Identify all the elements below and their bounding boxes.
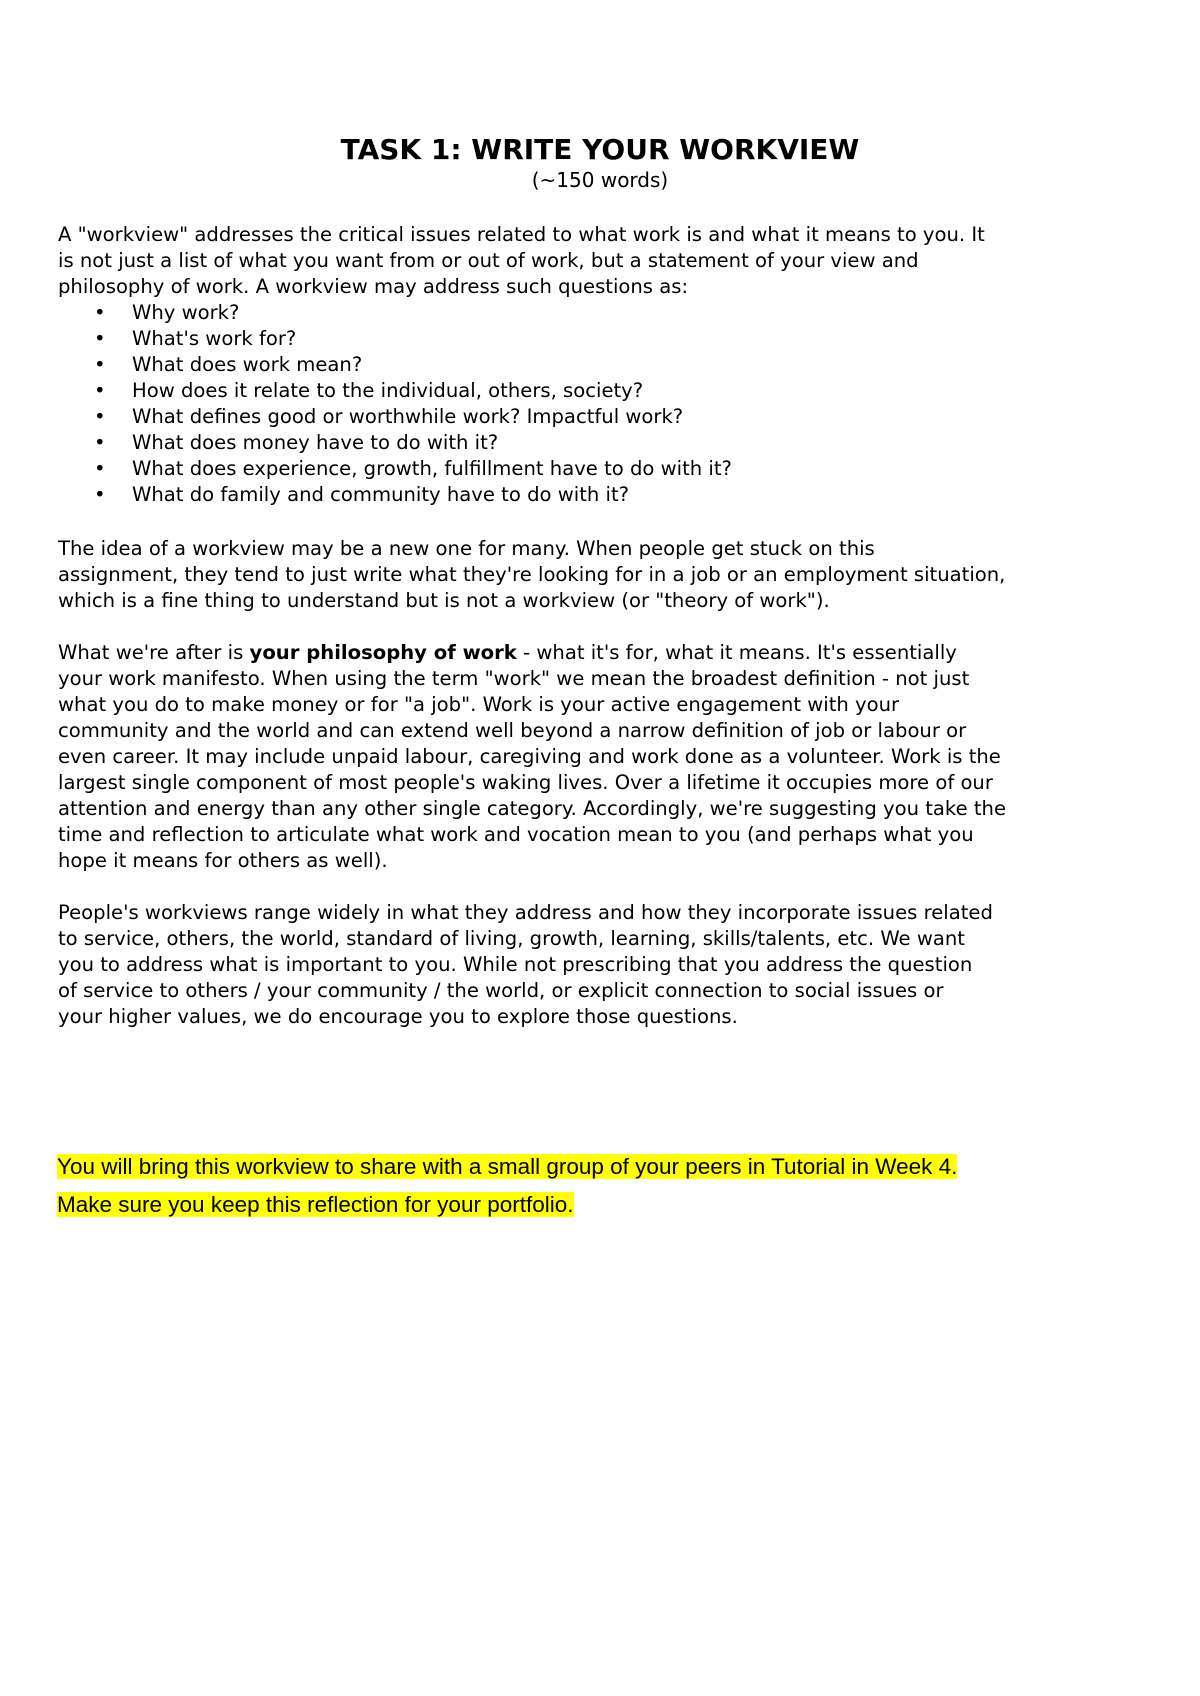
paragraph-line: community and the world and can extend well beyond a narrow definition of job or labour or [58,719,967,742]
bullet-icon: • [94,431,106,454]
paragraph-line: even career. It may include unpaid labour, caregiving and work done as a volunteer. Work is the [58,745,1001,768]
bullet-icon: • [94,483,106,506]
highlighted-text: Make sure you keep this reflection for your portfolio. [57,1192,574,1217]
intro-line: is not just a list of what you want from or out of work, but a statement of your view and [58,249,919,272]
paragraph-line: The idea of a workview may be a new one for many. When people get stuck on this [58,537,875,560]
intro-paragraph [58,222,1158,300]
intro-line: A "workview" addresses the critical issues related to what work is and what it means to you. It [58,223,985,246]
bullet-icon: • [94,353,106,376]
paragraph-line: what you do to make money or for "a job". Work is your active engagement with your [58,693,900,716]
list-item [58,326,1158,352]
page-title: TASK 1: WRITE YOUR WORKVIEW [340,133,860,166]
list-item-text: Why work? [132,301,240,324]
bullet-icon: • [94,379,106,402]
list-item-text: What defines good or worthwhile work? Impactful work? [132,405,684,428]
paragraph-line: largest single component of most people's waking lives. Over a lifetime it occupies more of our [58,771,993,794]
list-item-text: What's work for? [132,327,297,350]
bullet-icon: • [94,457,106,480]
intro-line: philosophy of work. A workview may address such questions as: [58,275,689,298]
list-item [58,430,1158,456]
paragraph-text: What we're after is [58,641,250,664]
bullet-icon: • [94,405,106,428]
question-list [58,300,1158,508]
list-item [58,378,1158,404]
highlight-line [57,1186,957,1224]
list-item-text: How does it relate to the individual, others, society? [132,379,644,402]
highlighted-text: You will bring this workview to share with a small group of your peers in Tutorial in Week 4. [57,1154,958,1179]
list-item [58,456,1158,482]
paragraph-line: time and reflection to articulate what work and vocation mean to you (and perhaps what you [58,823,974,846]
paragraph-line: your work manifesto. When using the term "work" we mean the broadest definition - not just [58,667,970,690]
philosophy-paragraph [58,640,1158,874]
highlighted-instructions [57,1148,957,1224]
workview-explanation-paragraph [58,536,1158,614]
paragraph-line: of service to others / your community / the world, or explicit connection to social issues or [58,979,944,1002]
list-item [58,300,1158,326]
workview-range-paragraph [58,900,1158,1030]
paragraph-line: you to address what is important to you. While not prescribing that you address the question [58,953,973,976]
list-item [58,482,1158,508]
list-item-text: What do family and community have to do with it? [132,483,630,506]
paragraph-line: your higher values, we do encourage you to explore those questions. [58,1005,738,1028]
list-item-text: What does money have to do with it? [132,431,499,454]
paragraph-line [58,640,1158,666]
list-item-text: What does experience, growth, fulfillment have to do with it? [132,457,732,480]
paragraph-line: attention and energy than any other single category. Accordingly, we're suggesting you take the [58,797,1007,820]
highlight-line [57,1148,957,1186]
page-subtitle: (~150 words) [531,168,669,192]
paragraph-line: to service, others, the world, standard of living, growth, learning, skills/talents, etc. We want [58,927,965,950]
list-item [58,352,1158,378]
paragraph-line: which is a fine thing to understand but is not a workview (or "theory of work"). [58,589,830,612]
paragraph-line: assignment, they tend to just write what they're looking for in a job or an employment situation, [58,563,1006,586]
paragraph-line: hope it means for others as well). [58,849,388,872]
paragraph-line: People's workviews range widely in what they address and how they incorporate issues related [58,901,993,924]
list-item [58,404,1158,430]
emphasis-text: your philosophy of work [249,641,517,664]
bullet-icon: • [94,327,106,350]
bullet-icon: • [94,301,106,324]
paragraph-text: - what it's for, what it means. It's essentially [516,641,957,664]
list-item-text: What does work mean? [132,353,363,376]
